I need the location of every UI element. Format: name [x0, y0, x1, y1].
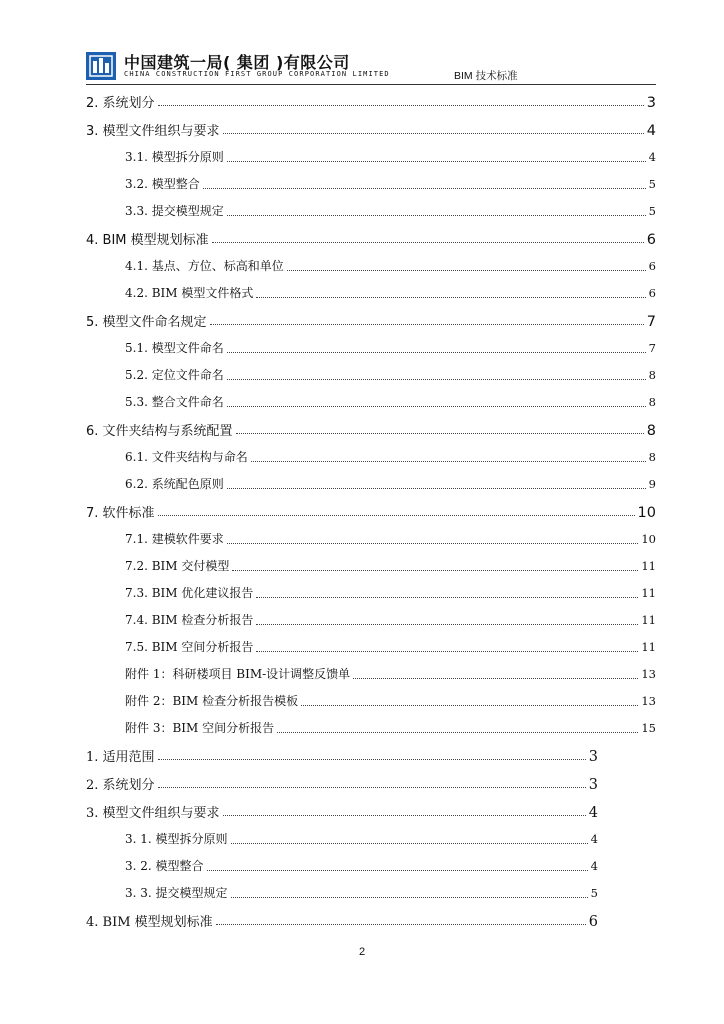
toc-leader-dots — [256, 597, 638, 598]
page-number: 2 — [358, 946, 366, 958]
toc-entry-label: 7.4. BIM 检查分析报告 — [125, 613, 254, 627]
company-name-en: CHINA CONSTRUCTION FIRST GROUP CORPORATION LIMITED — [124, 70, 390, 78]
toc-entry-label: 3.2. 模型整合 — [125, 177, 200, 191]
toc-entry-page: 8 — [646, 423, 656, 439]
toc-entry-page: 5 — [648, 204, 656, 218]
toc-leader-dots — [256, 651, 638, 652]
toc-entry-page: 11 — [641, 613, 656, 627]
toc-entry-page: 11 — [641, 559, 656, 573]
toc-leader-dots — [227, 215, 646, 216]
toc-leader-dots — [353, 678, 638, 679]
toc-entry-page: 6 — [648, 259, 656, 273]
toc-leader-dots — [256, 624, 638, 625]
toc-entry-label: 3. 模型文件组织与要求 — [86, 806, 220, 821]
toc-entry-page: 4 — [588, 805, 598, 821]
toc-leader-dots — [223, 815, 586, 816]
toc-entry-label: 2. 系统划分 — [86, 778, 155, 793]
toc-entry[interactable] — [125, 393, 656, 413]
toc-entry-page: 11 — [641, 586, 656, 600]
toc-entry-page: 15 — [641, 721, 656, 735]
toc-entry-label: 3. 3. 提交模型规定 — [125, 886, 228, 900]
toc-entry-page: 6 — [646, 232, 656, 248]
toc-leader-dots — [223, 133, 644, 134]
toc-entry-page: 4 — [646, 123, 656, 139]
toc-entry-label: 5. 模型文件命名规定 — [86, 315, 207, 330]
toc-entry-label: 5.2. 定位文件命名 — [125, 368, 224, 382]
toc-leader-dots — [287, 270, 646, 271]
toc-leader-dots — [203, 188, 646, 189]
toc-leader-dots — [158, 759, 586, 760]
toc-entry[interactable] — [125, 719, 656, 739]
toc-entry-page: 8 — [648, 368, 656, 382]
toc-leader-dots — [231, 897, 588, 898]
toc-leader-dots — [227, 406, 646, 407]
toc-entry[interactable] — [86, 502, 656, 522]
toc-entry[interactable] — [86, 746, 598, 766]
company-name-cn: 中国建筑一局( 集团 )有限公司 — [124, 53, 350, 72]
toc-leader-dots — [301, 705, 638, 706]
toc-entry-page: 5 — [648, 177, 656, 191]
toc-entry[interactable] — [125, 339, 656, 359]
toc-entry-page: 4 — [590, 859, 598, 873]
toc-leader-dots — [158, 105, 644, 106]
toc-entry[interactable] — [125, 557, 656, 577]
toc-entry-page: 10 — [637, 505, 656, 521]
toc-entry-label: 4.2. BIM 模型文件格式 — [125, 286, 254, 300]
toc-entry[interactable] — [125, 692, 656, 712]
toc-leader-dots — [216, 924, 586, 925]
toc-entry-page: 8 — [648, 450, 656, 464]
toc-entry-page: 3 — [646, 95, 656, 111]
toc-entry-label: 5.1. 模型文件命名 — [125, 341, 224, 355]
toc-entry[interactable] — [125, 257, 656, 277]
toc-leader-dots — [158, 515, 635, 516]
toc-leader-dots — [207, 870, 588, 871]
toc-entry-label: 5.3. 整合文件命名 — [125, 395, 224, 409]
toc-entry[interactable] — [86, 311, 656, 331]
toc-entry-label: 7.1. 建模软件要求 — [125, 532, 224, 546]
toc-entry[interactable] — [125, 611, 656, 631]
toc-entry-label: 附件 3：BIM 空间分析报告 — [125, 721, 275, 735]
toc-entry[interactable] — [125, 638, 656, 658]
toc-entry-label: 7.2. BIM 交付模型 — [125, 559, 230, 573]
toc-entry[interactable] — [125, 284, 656, 304]
toc-entry-page: 6 — [588, 914, 598, 930]
toc-entry-label: 3.3. 提交模型规定 — [125, 204, 224, 218]
toc-entry-label: 6.1. 文件夹结构与命名 — [125, 450, 248, 464]
toc-entry-page: 4 — [590, 832, 598, 846]
toc-entry[interactable] — [125, 584, 656, 604]
toc-entry-page: 3 — [588, 749, 598, 765]
toc-entry[interactable] — [125, 148, 656, 168]
toc-entry[interactable] — [125, 530, 656, 550]
document-title: BIM 技术标准 — [454, 70, 518, 82]
toc-entry[interactable] — [86, 802, 598, 822]
toc-entry-page: 11 — [641, 640, 656, 654]
toc-entry[interactable] — [125, 884, 598, 904]
toc-entry[interactable] — [125, 665, 656, 685]
toc-entry[interactable] — [125, 175, 656, 195]
toc-entry[interactable] — [86, 911, 598, 931]
toc-entry-label: 7.3. BIM 优化建议报告 — [125, 586, 254, 600]
toc-entry-label: 6. 文件夹结构与系统配置 — [86, 424, 233, 439]
toc-leader-dots — [227, 352, 646, 353]
toc-entry-label: 7.5. BIM 空间分析报告 — [125, 640, 254, 654]
toc-entry-label: 附件 1：科研楼项目 BIM-设计调整反馈单 — [125, 667, 351, 681]
toc-entry-page: 6 — [648, 286, 656, 300]
toc-entry[interactable] — [86, 120, 656, 140]
toc-entry[interactable] — [125, 202, 656, 222]
toc-entry[interactable] — [86, 420, 656, 440]
toc-entry-label: 3. 模型文件组织与要求 — [86, 124, 220, 139]
toc-leader-dots — [236, 433, 644, 434]
toc-leader-dots — [212, 242, 644, 243]
toc-leader-dots — [231, 843, 588, 844]
toc-entry-page: 8 — [648, 395, 656, 409]
toc-entry-page: 10 — [641, 532, 656, 546]
toc-entry-page: 7 — [648, 341, 656, 355]
toc-entry-page: 9 — [648, 477, 656, 491]
toc-leader-dots — [227, 379, 646, 380]
toc-entry[interactable] — [125, 857, 598, 877]
toc-entry-label: 3. 2. 模型整合 — [125, 859, 204, 873]
toc-leader-dots — [158, 787, 586, 788]
toc-leader-dots — [232, 570, 638, 571]
toc-leader-dots — [251, 461, 646, 462]
toc-entry-label: 1. 适用范围 — [86, 750, 155, 765]
toc-leader-dots — [277, 732, 638, 733]
toc-entry[interactable] — [86, 229, 656, 249]
toc-entry[interactable] — [125, 366, 656, 386]
toc-entry-label: 3.1. 模型拆分原则 — [125, 150, 224, 164]
toc-entry-label: 附件 2：BIM 检查分析报告模板 — [125, 694, 299, 708]
toc-leader-dots — [210, 324, 644, 325]
toc-entry-page: 7 — [646, 314, 656, 330]
toc-entry[interactable] — [125, 475, 656, 495]
toc-entry-label: 4. BIM 模型规划标准 — [86, 233, 209, 248]
toc-entry-page: 13 — [641, 694, 656, 708]
toc-entry-label: 2. 系统划分 — [86, 96, 155, 111]
toc-entry-page: 5 — [590, 886, 598, 900]
toc-leader-dots — [227, 161, 646, 162]
toc-entry-label: 4.1. 基点、方位、标高和单位 — [125, 259, 284, 273]
toc-entry-label: 4. BIM 模型规划标准 — [86, 915, 213, 930]
toc-leader-dots — [227, 488, 646, 489]
toc-entry[interactable] — [86, 774, 598, 794]
toc-entry[interactable] — [125, 830, 598, 850]
toc-entry-page: 13 — [641, 667, 656, 681]
toc-leader-dots — [256, 297, 645, 298]
toc-entry-page: 3 — [588, 777, 598, 793]
toc-entry-label: 6.2. 系统配色原则 — [125, 477, 224, 491]
toc-leader-dots — [227, 543, 639, 544]
toc-entry[interactable] — [125, 448, 656, 468]
toc-entry-label: 3. 1. 模型拆分原则 — [125, 832, 228, 846]
toc-entry[interactable] — [86, 92, 656, 112]
toc-entry-label: 7. 软件标准 — [86, 506, 155, 521]
toc-entry-page: 4 — [648, 150, 656, 164]
